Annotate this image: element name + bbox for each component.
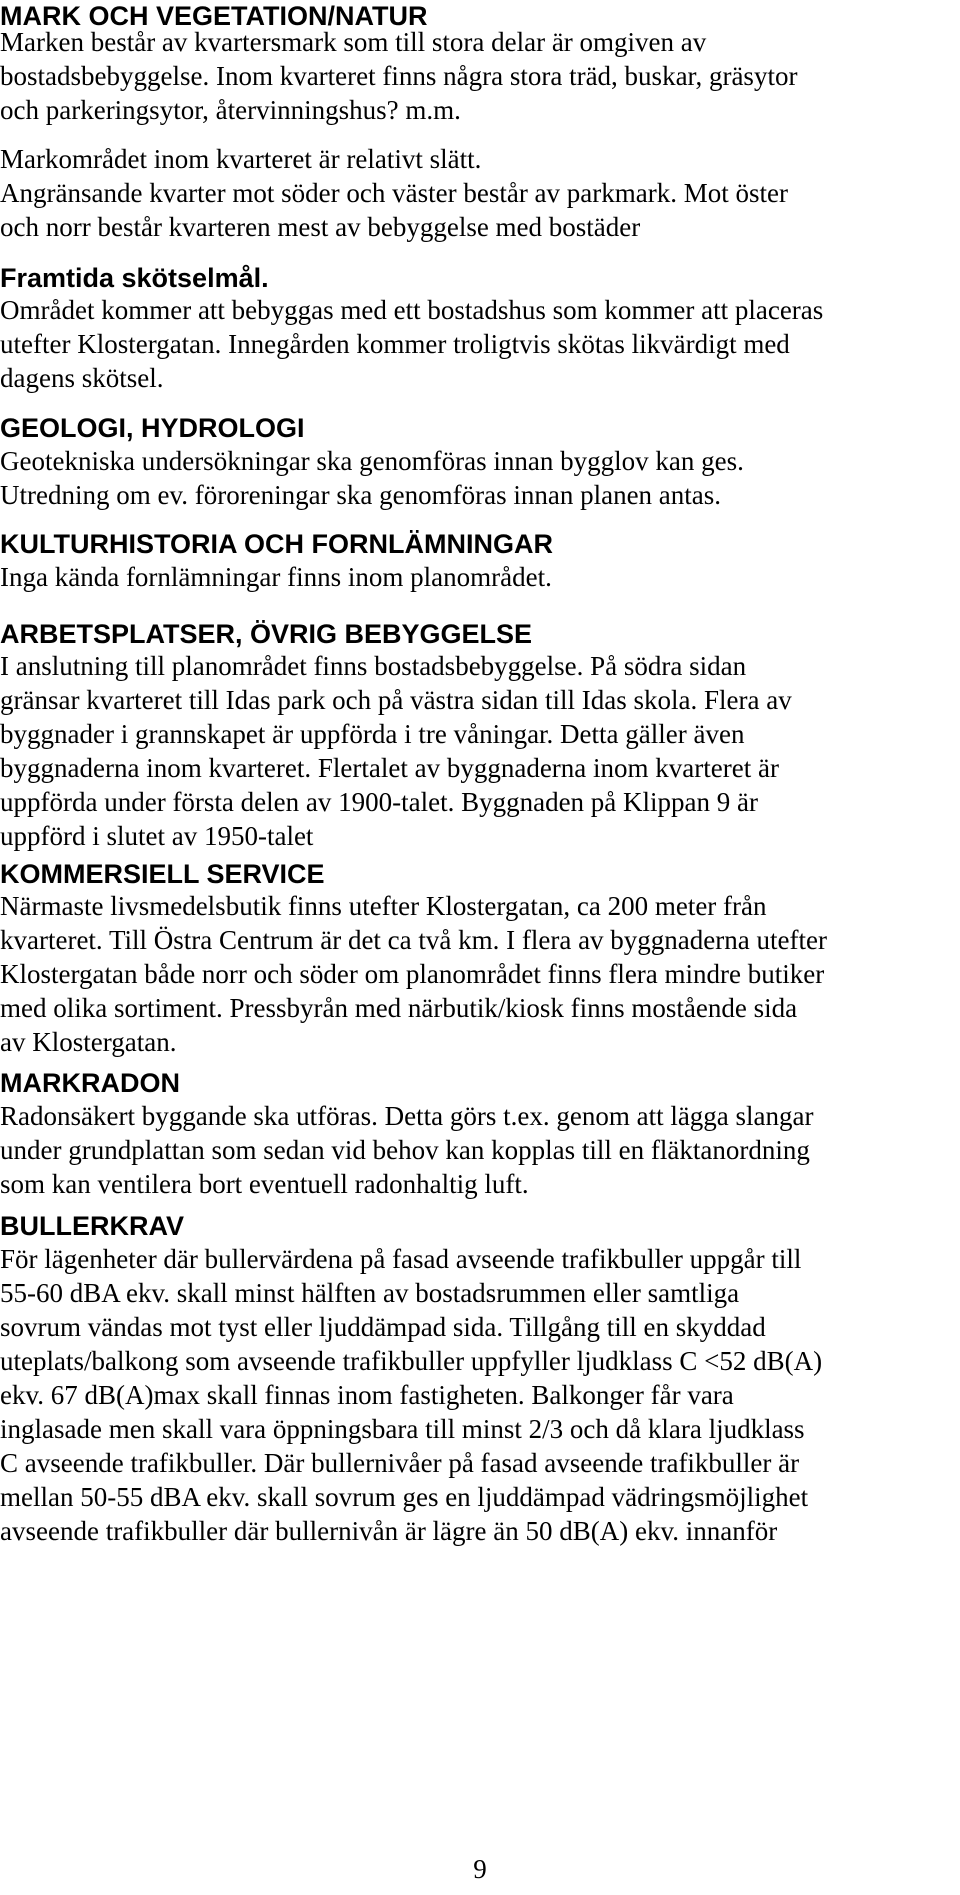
paragraph-line: uteplats/balkong som avseende trafikbuller uppfyller ljudklass C <52 dB(A)	[0, 1346, 823, 1376]
paragraph-line: som kan ventilera bort eventuell radonhaltig luft.	[0, 1169, 529, 1199]
paragraph-line: Marken består av kvartersmark som till stora delar är omgiven av	[0, 27, 707, 57]
paragraph-line: med olika sortiment. Pressbyrån med närbutik/kiosk finns mostående sida	[0, 993, 798, 1023]
paragraph-line: av Klostergatan.	[0, 1027, 177, 1057]
paragraph-line: kvarteret. Till Östra Centrum är det ca två km. I flera av byggnaderna utefter	[0, 925, 827, 955]
paragraph-line: Området kommer att bebyggas med ett bostadshus som kommer att placeras	[0, 295, 824, 325]
paragraph-line: dagens skötsel.	[0, 363, 164, 393]
paragraph-line: Inga kända fornlämningar finns inom planområdet.	[0, 562, 552, 592]
paragraph-line: 55-60 dBA ekv. skall minst hälften av bostadsrummen eller samtliga	[0, 1278, 740, 1308]
section-heading: BULLERKRAV	[0, 1211, 184, 1241]
paragraph-line: Utredning om ev. föroreningar ska genomföras innan planen antas.	[0, 480, 722, 510]
paragraph-line: avseende trafikbuller där bullernivån är lägre än 50 dB(A) ekv. innanför	[0, 1516, 778, 1546]
paragraph-line: ekv. 67 dB(A)max skall finnas inom fastigheten. Balkonger får vara	[0, 1380, 734, 1410]
paragraph-line: Geotekniska undersökningar ska genomföras innan bygglov kan ges.	[0, 446, 744, 476]
paragraph-line: byggnaderna inom kvarteret. Flertalet av byggnaderna inom kvarteret är	[0, 753, 779, 783]
paragraph-line: bostadsbebyggelse. Inom kvarteret finns några stora träd, buskar, gräsytor	[0, 61, 798, 91]
section-heading: Framtida skötselmål.	[0, 263, 269, 293]
paragraph-line: gränsar kvarteret till Idas park och på västra sidan till Idas skola. Flera av	[0, 685, 792, 715]
page-number: 9	[473, 1854, 487, 1884]
paragraph-line: Radonsäkert byggande ska utföras. Detta görs t.ex. genom att lägga slangar	[0, 1101, 814, 1131]
paragraph-line: För lägenheter där bullervärdena på fasad avseende trafikbuller uppgår till	[0, 1244, 802, 1274]
section-heading: MARKRADON	[0, 1068, 180, 1098]
section-heading: KOMMERSIELL SERVICE	[0, 859, 325, 889]
paragraph-line: mellan 50-55 dBA ekv. skall sovrum ges en ljuddämpad vädringsmöjlighet	[0, 1482, 809, 1512]
paragraph-line: sovrum vändas mot tyst eller ljuddämpad sida. Tillgång till en skyddad	[0, 1312, 766, 1342]
section-heading: GEOLOGI, HYDROLOGI	[0, 413, 305, 443]
paragraph-line: Angränsande kvarter mot söder och väster består av parkmark. Mot öster	[0, 178, 788, 208]
paragraph-line: uppförda under första delen av 1900-talet. Byggnaden på Klippan 9 är	[0, 787, 759, 817]
paragraph-line: och norr består kvarteren mest av bebyggelse med bostäder	[0, 212, 641, 242]
paragraph-line: utefter Klostergatan. Innegården kommer troligtvis skötas likvärdigt med	[0, 329, 790, 359]
section-heading: KULTURHISTORIA OCH FORNLÄMNINGAR	[0, 529, 553, 559]
paragraph-line: och parkeringsytor, återvinningshus? m.m.	[0, 95, 461, 125]
paragraph-line: I anslutning till planområdet finns bostadsbebyggelse. På södra sidan	[0, 651, 747, 681]
paragraph-line: C avseende trafikbuller. Där bullernivåer på fasad avseende trafikbuller är	[0, 1448, 800, 1478]
paragraph-line: uppförd i slutet av 1950-talet	[0, 821, 314, 851]
paragraph-line: inglasade men skall vara öppningsbara till minst 2/3 och då klara ljudklass	[0, 1414, 805, 1444]
paragraph-line: Närmaste livsmedelsbutik finns utefter Klostergatan, ca 200 meter från	[0, 891, 767, 921]
paragraph-line: Klostergatan både norr och söder om planområdet finns flera mindre butiker	[0, 959, 825, 989]
paragraph-line: Markområdet inom kvarteret är relativt slätt.	[0, 144, 482, 174]
section-heading: ARBETSPLATSER, ÖVRIG BEBYGGELSE	[0, 619, 533, 649]
paragraph-line: byggnader i grannskapet är uppförda i tre våningar. Detta gäller även	[0, 719, 745, 749]
paragraph-line: under grundplattan som sedan vid behov kan kopplas till en fläktanordning	[0, 1135, 810, 1165]
section-heading: MARK OCH VEGETATION/NATUR	[0, 1, 428, 31]
